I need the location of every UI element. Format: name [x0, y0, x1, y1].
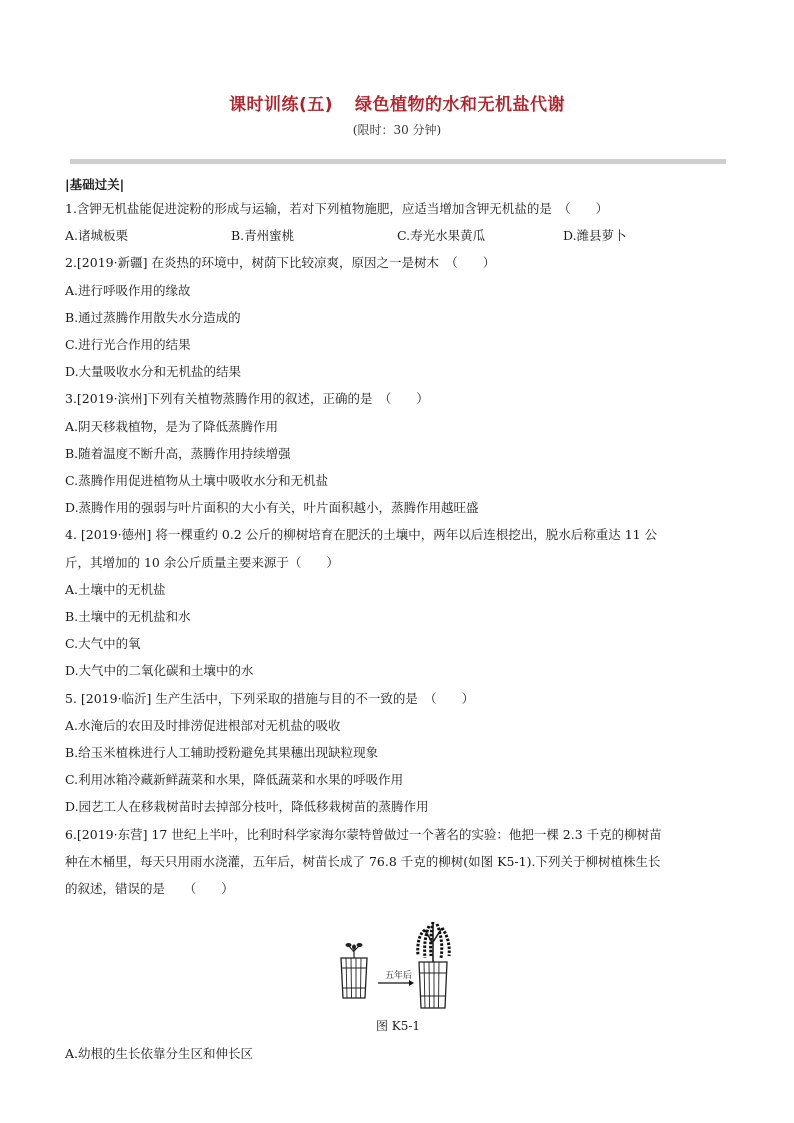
option: C.进行光合作用的结果 — [65, 337, 191, 353]
option: C.大气中的氧 — [65, 636, 141, 652]
question-1-stem: 1.含钾无机盐能促进淀粉的形成与运输，若对下列植物施肥，应适当增加含钾无机盐的是 （ ） — [65, 201, 609, 216]
time-limit: (限时：30 分钟) — [352, 123, 442, 137]
option: C.蒸腾作用促进植物从土壤中吸收水分和无机盐 — [65, 473, 329, 489]
option: D.蒸腾作用的强弱与叶片面积的大小有关，叶片面积越小，蒸腾作用越旺盛 — [65, 500, 479, 516]
option: A.土壤中的无机盐 — [65, 581, 166, 597]
header-divider — [70, 159, 726, 164]
question-3-stem: 3.[2019·滨州]下列有关植物蒸腾作用的叙述，正确的是 （ ） — [65, 391, 429, 407]
question-6-stem-line-1: 6.[2019·东营] 17 世纪上半叶，比利时科学家海尔蒙特曾做过一个著名的实验：他把一棵 2.3 千克的柳树苗 — [65, 826, 662, 842]
option: B.给玉米植株进行人工辅助授粉避免其果穗出现缺粒现象 — [65, 745, 379, 761]
question-6-stem-line-2: 种在木桶里，每天只用雨水浇灌，五年后，树苗长成了 76.8 千克的柳树(如图 K5-1).下列关于柳树植株生长 — [65, 853, 661, 869]
option: A.水淹后的农田及时排涝促进根部对无机盐的吸收 — [65, 717, 341, 733]
question-1-options — [65, 222, 731, 249]
question-5-stem: 5. [2019·临沂] 生产生活中，下列采取的措施与目的不一致的是 （ ） — [65, 690, 475, 706]
option: A.阴天移栽植物，是为了降低蒸腾作用 — [65, 418, 279, 434]
figure-label: 五年后 — [385, 971, 413, 982]
willow-experiment-illustration — [333, 916, 463, 1014]
section-label: |基础过关| — [65, 177, 125, 192]
figure-k5-1 — [65, 916, 731, 1014]
willow-bucket — [418, 922, 449, 1008]
question-4-stem-line-1: 4. [2019·德州] 将一棵重约 0.2 公斤的柳树培育在肥沃的土壤中，两年以后连根挖出，脱水后称重达 11 公 — [65, 527, 658, 543]
question-6-stem-line-3: 的叙述，错误的是 （ ） — [65, 881, 234, 897]
question-2-stem: 2.[2019·新疆] 在炎热的环境中，树荫下比较凉爽，原因之一是树木 （ ） — [65, 255, 496, 271]
option: A.进行呼吸作用的缘故 — [65, 282, 191, 298]
option: C.寿光水果黄瓜 — [397, 228, 486, 244]
option: B.青州蜜桃 — [231, 228, 295, 244]
option: A.诸城板栗 — [65, 228, 129, 244]
sapling-bucket — [341, 943, 367, 998]
question-list — [65, 175, 731, 1067]
option: D.大气中的二氧化碳和土壤中的水 — [65, 663, 254, 679]
option: D.园艺工人在移栽树苗时去掉部分枝叶，降低移栽树苗的蒸腾作用 — [65, 799, 429, 815]
option: C.利用冰箱冷藏新鲜蔬菜和水果，降低蔬菜和水果的呼吸作用 — [65, 772, 404, 788]
question-4-stem-line-2: 斤，其增加的 10 余公斤质量主要来源于（ ） — [65, 554, 339, 570]
option: B.土壤中的无机盐和水 — [65, 609, 191, 625]
option: D.大量吸收水分和无机盐的结果 — [65, 364, 242, 380]
option: A.幼根的生长依靠分生区和伸长区 — [65, 1046, 254, 1062]
title-right: 绿色植物的水和无机盐代谢 — [355, 95, 566, 115]
title-left: 课时训练(五) — [228, 95, 334, 115]
option: B.随着温度不断升高，蒸腾作用持续增强 — [65, 445, 291, 461]
option: B.通过蒸腾作用散失水分造成的 — [65, 309, 241, 325]
option: D.潍县萝卜 — [563, 228, 627, 244]
page-title — [0, 90, 794, 115]
figure-caption: 图 K5-1 — [375, 1019, 421, 1034]
